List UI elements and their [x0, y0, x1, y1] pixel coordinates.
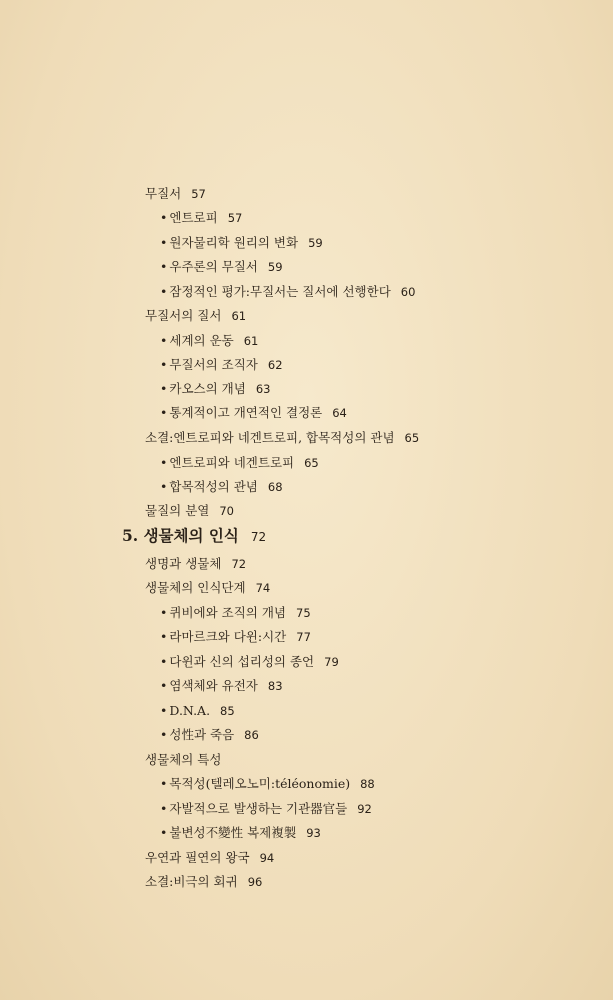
page-number: 72 [250, 530, 267, 544]
page-number: 74 [255, 581, 271, 595]
toc-subentry: • 우주론의 무질서 59 [160, 259, 283, 275]
toc-subentry: • D.N.A. 85 [160, 703, 235, 719]
toc-subentry: • 엔트로피 57 [160, 210, 242, 226]
page-number: 86 [244, 728, 259, 742]
toc-subentry: • 통계적이고 개연적인 결정론 64 [160, 405, 347, 421]
toc-subentry: • 불변성不變性 복제複製 93 [160, 825, 321, 841]
page-number: 77 [296, 630, 311, 644]
page-number: 68 [267, 480, 283, 494]
toc-entry: 생명과 생물체 72 [145, 556, 247, 571]
toc-entry: 생물체의 인식단계 74 [145, 580, 271, 595]
page-number: 60 [400, 285, 416, 299]
page-number: 70 [219, 504, 234, 518]
toc-subentry: • 성性과 죽음 86 [160, 727, 259, 743]
page-number: 65 [304, 456, 319, 470]
page-number: 65 [404, 431, 420, 445]
toc-entry: 무질서 57 [145, 186, 206, 201]
toc-entry: 우연과 필연의 왕국 94 [145, 850, 275, 865]
toc-subentry: • 다윈과 신의 섭리성의 종언 79 [160, 654, 339, 670]
page-number: 63 [255, 382, 271, 396]
page-number: 57 [191, 187, 206, 201]
page-number: 83 [267, 679, 283, 693]
toc-subentry: • 무질서의 조직자 62 [160, 357, 283, 373]
toc-entry: 소결:엔트로피와 네겐트로피, 합목적성의 관념 65 [145, 430, 420, 445]
toc-subentry: • 라마르크와 다윈:시간 77 [160, 629, 311, 645]
page-number: 88 [360, 777, 375, 791]
toc-subentry: • 염색체와 유전자 83 [160, 678, 283, 694]
toc-subentry: • 카오스의 개념 63 [160, 381, 270, 397]
toc-entry: 무질서의 질서 61 [145, 308, 247, 323]
page-number: 85 [220, 704, 235, 718]
toc-subentry: • 잠정적인 평가:무질서는 질서에 선행한다 60 [160, 284, 415, 300]
page-number: 79 [324, 655, 339, 669]
page-number: 94 [259, 851, 275, 865]
toc-entry: 소결:비극의 회귀 96 [145, 874, 263, 889]
page-number: 93 [306, 826, 321, 840]
toc-entry: 물질의 분열 70 [145, 503, 234, 518]
toc-entry: 생물체의 특성 [145, 752, 222, 767]
chapter-heading: 5. 생물체의 인식 72 [122, 526, 267, 545]
page-number: 61 [243, 334, 259, 348]
toc-subentry: • 엔트로피와 네겐트로피 65 [160, 455, 319, 471]
toc-subentry: • 원자물리학 원리의 변화 59 [160, 235, 323, 251]
page-number: 92 [357, 802, 372, 816]
page-number: 96 [247, 875, 263, 889]
toc-subentry: • 자발적으로 발생하는 기관器官들 92 [160, 801, 372, 817]
page-number: 57 [227, 211, 243, 225]
page-number: 59 [308, 236, 323, 250]
page-number: 64 [332, 406, 347, 420]
toc-subentry: • 세계의 운동 61 [160, 333, 258, 349]
page-number: 61 [231, 309, 247, 323]
page-number: 75 [296, 606, 311, 620]
page-number: 62 [267, 358, 283, 372]
page-number: 59 [267, 260, 283, 274]
toc-subentry: • 목적성(텔레오노미:téléonomie) 88 [160, 776, 375, 792]
toc-subentry: • 합목적성의 관념 68 [160, 479, 283, 495]
toc-subentry: • 퀴비에와 조직의 개념 75 [160, 605, 311, 621]
page-number: 72 [231, 557, 247, 571]
